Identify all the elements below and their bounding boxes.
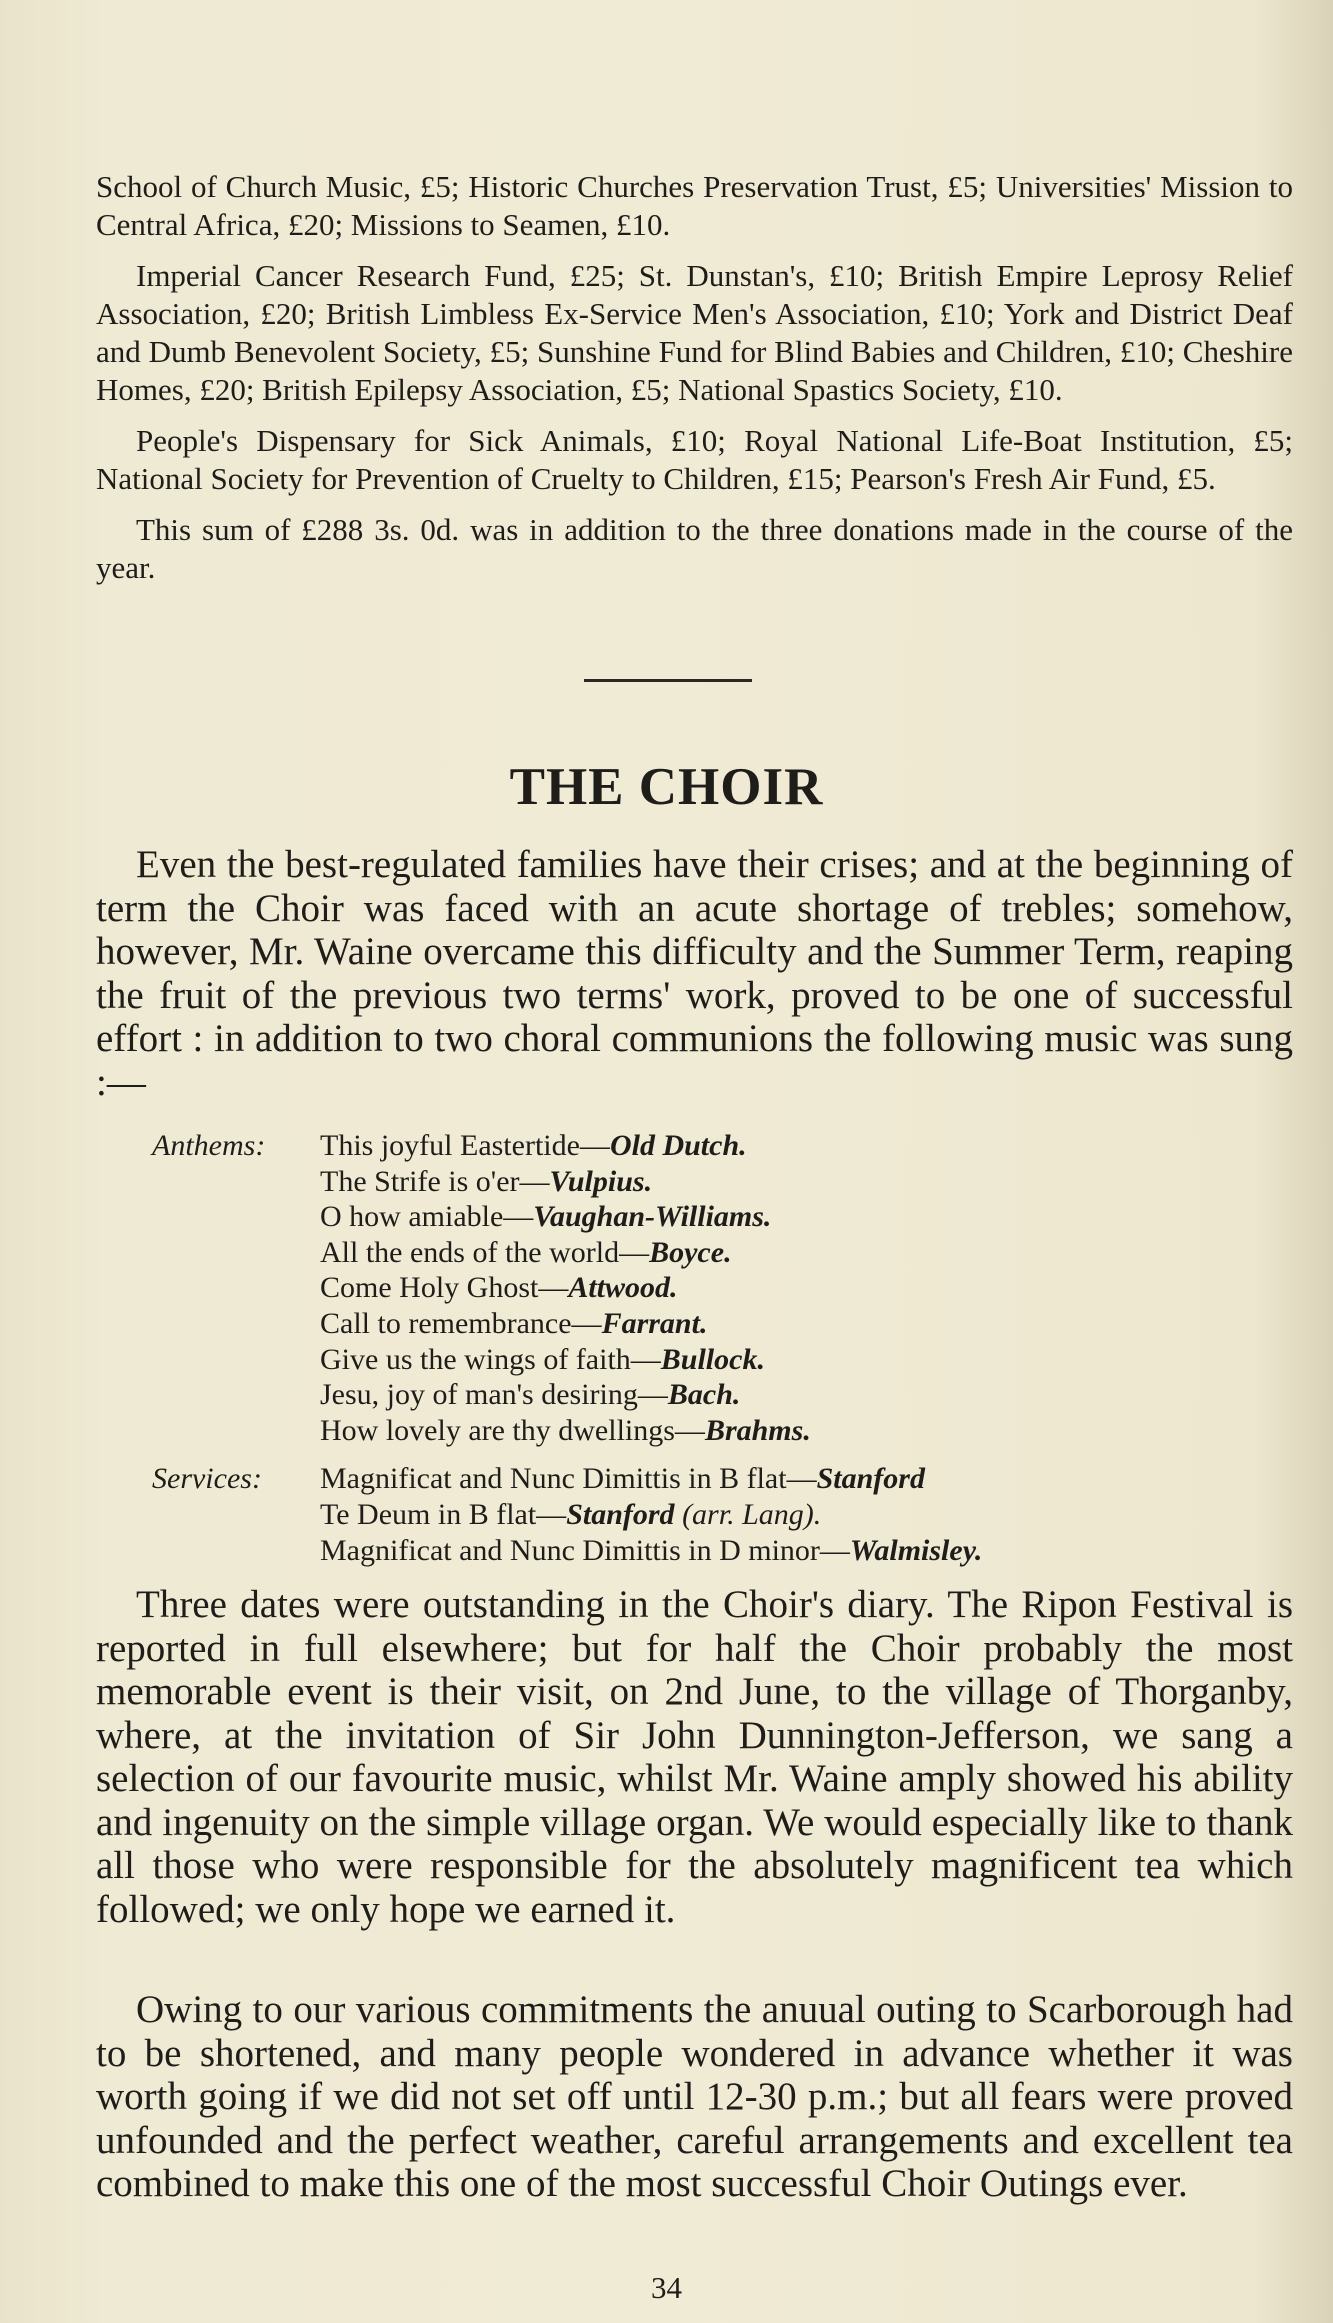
anthem-title: Call to remembrance—: [320, 1306, 602, 1340]
service-composer: Stanford: [816, 1462, 925, 1496]
donations-paragraph-1: School of Church Music, £5; Historic Churches Preservation Trust, £5; Universities' Mission to Central Africa, £20; Missions to Seamen, £10.: [96, 169, 1293, 242]
choir-outing: [96, 1988, 1293, 2206]
anthem-composer: Attwood.: [568, 1271, 678, 1305]
anthem-title: Jesu, joy of man's desiring—: [320, 1378, 668, 1412]
anthem-title: How lovely are thy dwellings—: [320, 1413, 705, 1447]
anthem-item: [320, 1413, 1292, 1449]
anthem-item: [320, 1199, 1292, 1235]
anthem-item: [320, 1342, 1292, 1378]
page-number: 34: [651, 2270, 682, 2305]
donations-paragraph-3: People's Dispensary for Sick Animals, £10; Royal National Life-Boat Institution, £5; National Society for Prevention of Cruelty to Children, £15; Pearson's Fresh Air Fund, £5.: [96, 423, 1293, 496]
service-title: Te Deum in B flat—: [320, 1497, 567, 1531]
anthem-item: [320, 1306, 1292, 1342]
anthem-title: O how amiable—: [320, 1200, 534, 1234]
choir-diary: [96, 1583, 1293, 1931]
service-arrangement: (arr. Lang).: [674, 1497, 822, 1531]
services-label: Services:: [152, 1462, 262, 1496]
anthems-group: [152, 1128, 1292, 1448]
anthem-title: Come Holy Ghost—: [320, 1271, 569, 1305]
section-title: THE CHOIR: [509, 758, 824, 816]
anthems-items: [320, 1128, 1292, 1448]
anthem-item: [320, 1235, 1292, 1271]
service-item: [320, 1497, 1292, 1533]
music-list: [152, 1128, 1292, 1581]
choir-intro: [96, 843, 1293, 1104]
anthems-label: Anthems:: [152, 1129, 266, 1162]
anthem-composer: Brahms.: [704, 1413, 811, 1447]
anthem-composer: Boyce.: [649, 1235, 732, 1269]
service-composer: Walmisley.: [849, 1533, 983, 1567]
section-divider: [584, 679, 752, 682]
anthem-title: This joyful Eastertide—: [320, 1129, 610, 1162]
diary-paragraph: Three dates were outstanding in the Choir's diary. The Ripon Festival is reported in full elsewhere; but for half the Choir probably the most memorable event is their visit, on 2nd June, to the village of Thorganby, where, at the invitation of Sir John Dunnington-Jefferson, we sang a selection of our favourite music, whilst Mr. Waine amply showed his ability and ingenuity on the simple village organ. We would especially like to thank all those who were responsible for the absolutely magnificent tea which followed; we only hope we earned it.: [96, 1583, 1293, 1931]
services-group: [152, 1461, 1292, 1568]
anthem-title: The Strife is o'er—: [320, 1164, 550, 1198]
service-item: [320, 1533, 1292, 1569]
anthem-composer: Bullock.: [660, 1342, 765, 1376]
anthem-composer: Vulpius.: [549, 1164, 653, 1198]
outing-paragraph: Owing to our various commitments the anuual outing to Scarborough had to be shortened, and many people wondered in advance whether it was worth going if we did not set off until 12-30 p.m.; but all fears were proved unfounded and the perfect weather, careful arrangements and excellent tea combined to make this one of the most successful Choir Outings ever.: [96, 1988, 1293, 2205]
donations-paragraph-4: This sum of £288 3s. 0d. was in addition to the three donations made in the course of the year.: [96, 512, 1293, 585]
service-composer: Stanford: [566, 1497, 675, 1531]
donations-paragraph-2: Imperial Cancer Research Fund, £25; St. Dunstan's, £10; British Empire Leprosy Relief Association, £20; British Limbless Ex-Service Men's Association, £10; York and District Deaf and Dumb Benevolent Society, £5; Sunshine Fund for Blind Babies and Children, £10; Cheshire Homes, £20; British Epilepsy Association, £5; National Spastics Society, £10.: [96, 258, 1293, 407]
anthem-composer: Vaughan-Williams.: [533, 1200, 772, 1234]
anthem-title: All the ends of the world—: [320, 1235, 650, 1269]
donations-list: [96, 168, 1293, 600]
anthem-item: [320, 1377, 1292, 1413]
anthem-title: Give us the wings of faith—: [320, 1342, 661, 1376]
anthem-composer: Farrant.: [601, 1306, 708, 1340]
anthem-item: [320, 1164, 1292, 1200]
anthem-composer: Bach.: [667, 1378, 741, 1412]
anthem-composer: Old Dutch.: [609, 1129, 747, 1162]
anthem-item: [320, 1270, 1292, 1306]
anthem-item: [320, 1128, 1292, 1164]
intro-paragraph: Even the best-regulated families have their crises; and at the beginning of term the Choir was faced with an acute shortage of trebles; somehow, however, Mr. Waine overcame this difficulty and the Summer Term, reaping the fruit of the previous two terms' work, proved to be one of successful effort : in addition to two choral communions the following music was sung :—: [96, 843, 1293, 1104]
service-title: Magnificat and Nunc Dimittis in B flat—: [320, 1462, 817, 1496]
services-items: [320, 1461, 1292, 1568]
service-title: Magnificat and Nunc Dimittis in D minor—: [320, 1533, 850, 1567]
service-item: [320, 1461, 1292, 1497]
